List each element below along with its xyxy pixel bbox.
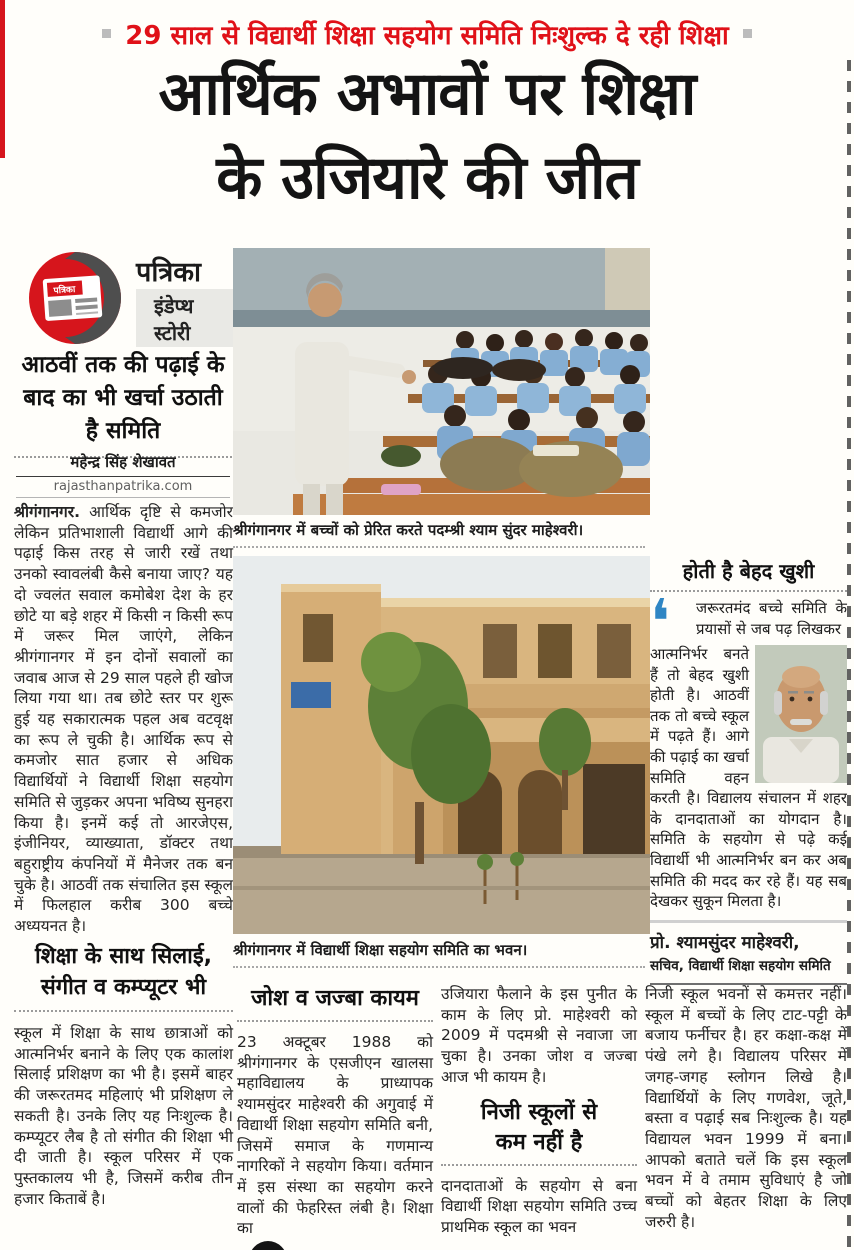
quote-rest-row <box>650 641 847 912</box>
left-subhead: आठवीं तक की पढ़ाई के बाद का भी खर्चा उठाती है समिति <box>14 349 232 458</box>
quote-attribution <box>650 920 847 985</box>
byline-site: rajasthanpatrika.com <box>16 477 230 498</box>
kicker <box>0 16 854 52</box>
subhead2-line1: शिक्षा के साथ सिलाई, <box>35 944 212 969</box>
byline-block <box>16 452 230 498</box>
classroom-photo <box>233 248 650 515</box>
patrika-logo-svg <box>28 251 122 345</box>
patrika-logo-icon <box>28 251 122 345</box>
classroom-photo-art <box>233 248 650 515</box>
attribution-name: प्रो. श्यामसुंदर माहेश्वरी, <box>650 932 800 953</box>
bottom-col1-title: जोश व जज्बा कायम <box>237 984 433 1022</box>
kicker-text: 29 साल से विद्यार्थी शिक्षा सहयोग समिति निःशुल्क दे रही शिक्षा <box>125 21 729 51</box>
kicker-square-right-icon <box>743 29 752 38</box>
body2-text: स्कूल में शिक्षा के साथ छात्राओं को आत्मनिर्भर बनाने के लिए एक कालांश सिलाई प्रशिक्षण का भी है। इसमें बाहर की जरूरतमद महिलाएं भी प्रशिक्षण ले सकती है। उनके लिए यह निःशुल्क है। कम्प्यूटर लैब है तो संगीत की शिक्षा भी दी जाती है। स्कूल परिसर में एक पुस्तकालय भी है, जिसमें करीब तीन हजार किताबें है। <box>14 1024 233 1208</box>
building-photo <box>233 556 650 934</box>
bottom-col1-text: 23 अक्टूबर 1988 को श्रीगंगानगर के एसजीएन खालसा महाविद्यालय के प्राध्यापक श्यामसुंदर माहेश्वरी की अगुवाई में विद्यार्थी शिक्षा सहयोग समिति बनी, जिसमें समाज के गणमान्य नागरिकों ने सहयोग किया। वर्तमान में इस संस्था का सहयोग करने वालों की फेहरिस्त लंबी है। शिक्षा का <box>237 1033 433 1238</box>
brand-name: पत्रिका <box>136 257 201 288</box>
article-body-1 <box>14 502 233 937</box>
portrait-art <box>755 645 847 783</box>
subhead2-line2: संगीत व कम्प्यूटर भी <box>40 975 207 1000</box>
col2-title-line1: निजी स्कूलों से <box>480 1099 598 1125</box>
tag-line2: स्टोरी <box>154 321 191 345</box>
byline-author: महेन्द्र सिंह शेखावत <box>16 452 230 477</box>
quote-box-title: होती है बेहद खुशी <box>650 557 847 592</box>
quote-text-rest: आत्मनिर्भर बनते हैं तो बेहद खुशी होती है। आठवीं तक तो बच्चे स्कूल में पढ़ते हैं। आगे की पढ़ाई का खर्चा समिति वहन करती है। विद्यालय संचालन में शहर के दानदाताओं का योगदान है। समिति के सहयोग से पढ़े कई विद्यार्थी भी आत्मनिर्भर बन कर अब समिति की मदद कर रहे हैं। यह सब देखकर सुकून मिलता है। <box>650 645 847 911</box>
adjacent-column-fragment <box>847 60 851 1250</box>
bottom-col2-title <box>441 1098 637 1166</box>
left-subhead-2 <box>14 941 233 1012</box>
logo-masthead-text: पत्रिका <box>53 284 76 297</box>
main-headline <box>0 52 854 220</box>
body1-text: आर्थिक दृष्टि से कमजोर लेकिन प्रतिभाशाली विद्यार्थी आगे की पढ़ाई किस तरह से जारी रखें तथा उनको स्वावलंबी कैसे बनाया जाए? यह दो ज्वलंत सवाल कमोबेश देश के हर छोटे या बड़े शहर में किसी न किसी रूप में जरूर मिल जाएंगे, लेकिन श्रीगंगानगर में इन दोनों सवालों का जवाब आज से 29 साल पहले ही खोज लिया गया था। तब छोटे स्तर पर शुरू हुई यह सकारात्मक पहल अब वटवृक्ष का रूप ले चुकी है। आर्थिक रूप से कमजोर सात हजार से अधिक विद्यार्थियों ने विद्यार्थी शिक्षा सहयोग समिति से जुड़कर अपना भविष्य सुनहरा किया है। इनमें कई तो आरजेएस, इंजीनियर, व्याख्याता, डॉक्टर तथा बहुराष्ट्रीय कंपनियों में मैनेजर तक बन चुके है। आठवीं तक संचालित इस स्कूल में फिलहाल करीब 300 बच्चे अध्ययनत है। <box>14 503 234 936</box>
attribution-role: सचिव, विद्यार्थी शिक्षा सहयोग समिति <box>650 957 831 974</box>
kicker-square-left-icon <box>102 29 111 38</box>
bottom-col2-text2: दानदाताओं के सहयोग से बना विद्यार्थी शिक्षा सहयोग समिति उच्च प्राथमिक स्कूल का भवन <box>441 1176 637 1236</box>
quote-icon: ❛ <box>650 585 670 658</box>
maheshwari-portrait <box>755 645 847 783</box>
bottom-column-2 <box>441 984 637 1238</box>
dateline: श्रीगंगानगर. <box>14 503 81 521</box>
photo1-caption: श्रीगंगानगर में बच्चों को प्रेरित करते पदम्श्री श्याम सुंदर माहेश्वरी। <box>233 520 645 548</box>
tag-line1: इंडेप्थ <box>154 294 194 318</box>
col2-title-line2: कम नहीं है <box>495 1129 583 1155</box>
photo2-caption: श्रीगंगानगर में विद्यार्थी शिक्षा सहयोग समिति का भवन। <box>233 940 645 968</box>
article-body-2 <box>14 1023 233 1209</box>
headline-line1: आर्थिक अभावों पर शिक्षा <box>158 59 696 129</box>
headline-line2: के उजियारे की जीत <box>216 143 638 213</box>
building-photo-art <box>233 556 650 934</box>
bottom-col2-text1: उजियारा फैलाने के इस पुनीत के काम के लिए प्रो. माहेश्वरी को 2009 में पदमश्री से नवाजा जा चुका है। उनका जोश व जज्बा आज भी कायम है। <box>441 985 637 1086</box>
bottom-col3-text: निजी स्कूल भवनों से कमत्तर नहीं। स्कूल में बच्चों के लिए टाट-पट्टी के बजाय फर्नीचर है। हर कक्षा-कक्ष में पंखे लगे है। विद्यालय परिसर में जगह-जगह स्लोगन लिखे है। विद्यार्थियों के लिए गणवेश, जूते, बस्ता व पढ़ाई सब निःशुल्क है। यह विद्यायल भवन 1999 में बना। आपको बताते चलें कि इस स्कूल भवन में वे तमाम सुविधाएं है जो बच्चों को बेहतर शिक्षा के लिए जरुरी है। <box>645 985 847 1231</box>
bottom-column-1 <box>237 984 433 1239</box>
quote-box <box>650 557 847 985</box>
bottom-column-3 <box>645 984 847 1232</box>
quote-text-intro: जरूरतमंद बच्चे समिति के प्रयासों से जब पढ़ लिखकर <box>696 599 847 638</box>
quote-intro-row <box>650 585 847 658</box>
cropped-bullet-circle <box>249 1241 287 1250</box>
indepth-story-tag <box>136 289 233 347</box>
